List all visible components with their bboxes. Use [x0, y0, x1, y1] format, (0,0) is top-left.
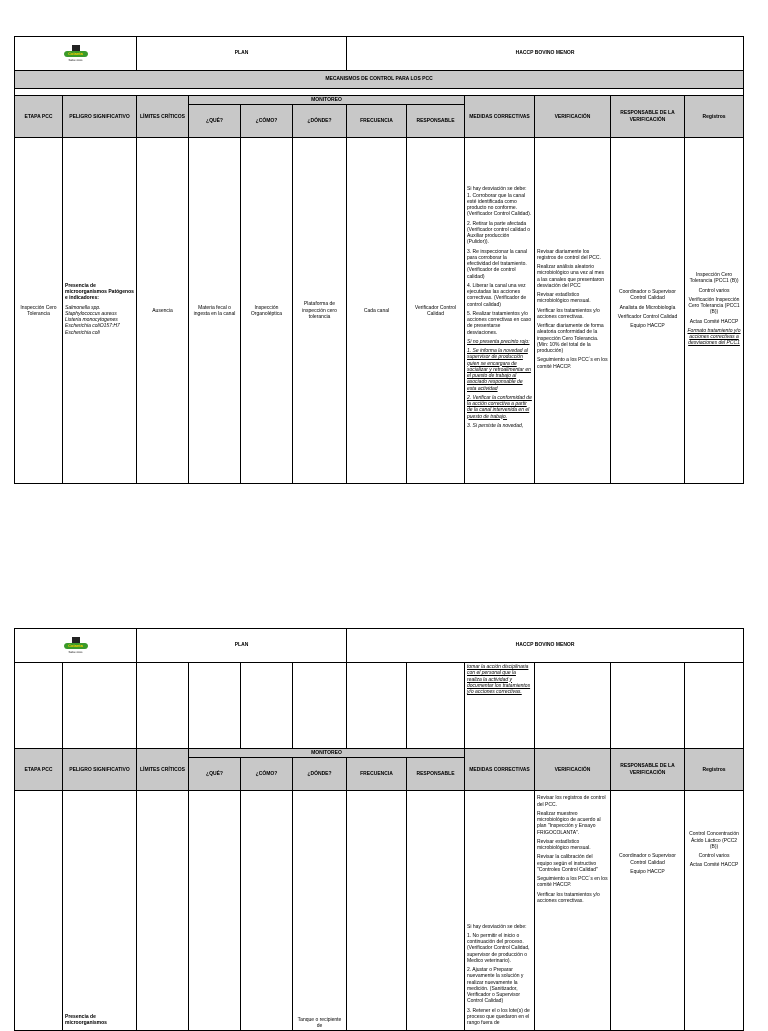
- col-verificacion: VERIFICACIÓN: [535, 96, 611, 138]
- col-como: ¿CÓMO?: [241, 105, 293, 138]
- cell-como: Inspección Organoléptica: [241, 138, 293, 484]
- col-medidas: MEDIDAS CORRECTIVAS: [465, 749, 535, 791]
- document-title: HACCP BOVINO MENOR: [347, 37, 744, 71]
- logo-cell: Colanta Sabe más: [15, 629, 137, 663]
- col-verificacion: VERIFICACIÓN: [535, 749, 611, 791]
- col-resp-verif: RESPONSABLE DE LA VERIFICACIÓN: [611, 749, 685, 791]
- cell-medidas-carry: tomar la acción disciplinaria con el personal que la realiza la actividad y documentar los tratamientos y/o acciones correctivas.: [465, 663, 535, 749]
- logo-icon: [72, 637, 80, 643]
- cell-registros: Inspección Cero Tolerancia (PCC1 (B)) Control varios Verificación Inspección Cero Tolerancia (PCC1 (B)) Actas Comité HACCP Formato tratamiento y/o acciones correctivas a desviaciones del PCC1: [685, 138, 744, 484]
- section-title: MECANISMOS DE CONTROL PARA LOS PCC: [15, 71, 744, 89]
- col-frecuencia: FRECUENCIA: [347, 105, 407, 138]
- col-responsable: RESPONSABLE: [407, 758, 465, 791]
- col-monitoreo: MONITOREO: [189, 96, 465, 105]
- col-donde: ¿DÓNDE?: [293, 758, 347, 791]
- cell-medidas: Si hay desviación se debe: 1. Corroborar que la canal esté identificada como producto no conforme. (Verificador Control Calidad). 2. Retirar la parte afectada (Verificador control calidad o Auxiliar producción (Pulidor)). 3. Re inspeccionar la canal para corroborar la efectividad del tratamiento. (Verificador de control calidad) 4. Liberar la canal una vez ejecutadas las acciones correctivas. (Verificador de control calidad) 5. Realizar tratamientos y/o acciones correctivas en caso de presentarse desviaciones. Si no presenta precinto rojo: 1. Se informa la novedad al supervisor de producción quien se encargara de socializar y retroalimentar en el puesto de trabajo al asociado responsable de esta actividad 2. Verificar la conformidad de la acción correctiva a partir de la canal intervenida en el puesto de trabajo. 3. Si persiste la novedad,: [465, 138, 535, 484]
- col-resp-verif: RESPONSABLE DE LA VERIFICACIÓN: [611, 96, 685, 138]
- spacer-row: [15, 89, 744, 96]
- cell-peligro: Presencia de microorganismos: [63, 791, 137, 1031]
- document-title: HACCP BOVINO MENOR: [347, 629, 744, 663]
- plan-label: PLAN: [137, 37, 347, 71]
- col-limites: LÍMITES CRÍTICOS: [137, 749, 189, 791]
- cell-resp-verif: Coordinador o Supervisor Control Calidad Equipo HACCP: [611, 791, 685, 1031]
- col-monitoreo: MONITOREO: [189, 749, 465, 758]
- cell-que: Materia fecal o ingesta en la canal: [189, 138, 241, 484]
- col-etapa: ETAPA PCC: [15, 96, 63, 138]
- colanta-logo: Colanta: [64, 45, 88, 59]
- col-registros: Registros: [685, 749, 744, 791]
- col-peligro: PELIGRO SIGNIFICATIVO: [63, 96, 137, 138]
- carryover-row: [15, 663, 744, 749]
- colanta-logo: Colanta: [64, 637, 88, 651]
- haccp-table-page-1: [14, 36, 744, 484]
- cell-limites: Ausencia: [137, 138, 189, 484]
- page-2: [14, 628, 743, 1031]
- col-donde: ¿DÓNDE?: [293, 105, 347, 138]
- cell-peligro: Presencia de microorganismos Patógenos e indicadores: Salmonella spp. Staphylococcus aureus Listeria monocytogenes Escherichia coliO157:H7 Escherichia coli: [63, 138, 137, 484]
- col-que: ¿QUÉ?: [189, 758, 241, 791]
- cell-medidas: Si hay desviación se debe: 1. No permitir el inicio o continuación del proceso. (Verificador Control Calidad, supervisor de producción o Medico veterinario). 2. Ajustar o Preparar nuevamente la solución y realizar nuevamente la medición. (Sanitizador, Verificador o Supervisor Control Calidad) 3. Retener el o los lote(s) de proceso que quedaron en el rango fuera de: [465, 791, 535, 1031]
- cell-registros: Control Concentración Ácido Láctico (PCC2 (B)) Control varios Actas Comité HACCP: [685, 791, 744, 1031]
- page-1: [14, 36, 743, 484]
- cell-verificacion: Revisar los registros de control del PCC. Realizar muestreo microbiológico de acuerdo al plan "Inspección y Ensayo FRIGOCOLANTA". Revisar estadístico microbiológico mensual. Revisar la calibración del equipo según el instructivo "Controles Control Calidad" Seguimiento a los PCC´s en los comité HACCP. Verificar los tratamientos y/o acciones correctivas.: [535, 791, 611, 1031]
- cell-frecuencia: Cada canal: [347, 138, 407, 484]
- cell-responsable: Verificador Control Calidad: [407, 138, 465, 484]
- col-frecuencia: FRECUENCIA: [347, 758, 407, 791]
- col-registros: Registros: [685, 96, 744, 138]
- logo-cell: Colanta Sabe más: [15, 37, 137, 71]
- col-que: ¿QUÉ?: [189, 105, 241, 138]
- col-peligro: PELIGRO SIGNIFICATIVO: [63, 749, 137, 791]
- cell-resp-verif: Coordinador o Supervisor Control Calidad Analista de Microbiología Verificador Control Calidad Equipo HACCP: [611, 138, 685, 484]
- plan-label: PLAN: [137, 629, 347, 663]
- col-responsable: RESPONSABLE: [407, 105, 465, 138]
- col-limites: LÍMITES CRÍTICOS: [137, 96, 189, 138]
- col-etapa: ETAPA PCC: [15, 749, 63, 791]
- logo-icon: [72, 45, 80, 51]
- cell-donde: Plataforma de inspección cero tolerancia: [293, 138, 347, 484]
- col-como: ¿CÓMO?: [241, 758, 293, 791]
- cell-etapa: Inspección Cero Tolerancia: [15, 138, 63, 484]
- col-medidas: MEDIDAS CORRECTIVAS: [465, 96, 535, 138]
- cell-donde: Tanque o recipiente de: [293, 791, 347, 1031]
- table-row: [15, 791, 744, 1031]
- cell-verificacion: Revisar diariamente los registros de control del PCC. Realizar análisis aleatorio microbiológico una vez al mes a las canales que presentaron desviación del PCC Revisar estadístico microbiológico mensual. Verificar los tratamientos y/o acciones correctivas. Verificar diariamente de forma aleatoria conformidad de la inspección Cero Tolerancia. (Min: 10% del total de la producción) Seguimiento a los PCC´s en los comité HACCP.: [535, 138, 611, 484]
- haccp-table-page-2: [14, 628, 744, 1031]
- table-row: [15, 138, 744, 484]
